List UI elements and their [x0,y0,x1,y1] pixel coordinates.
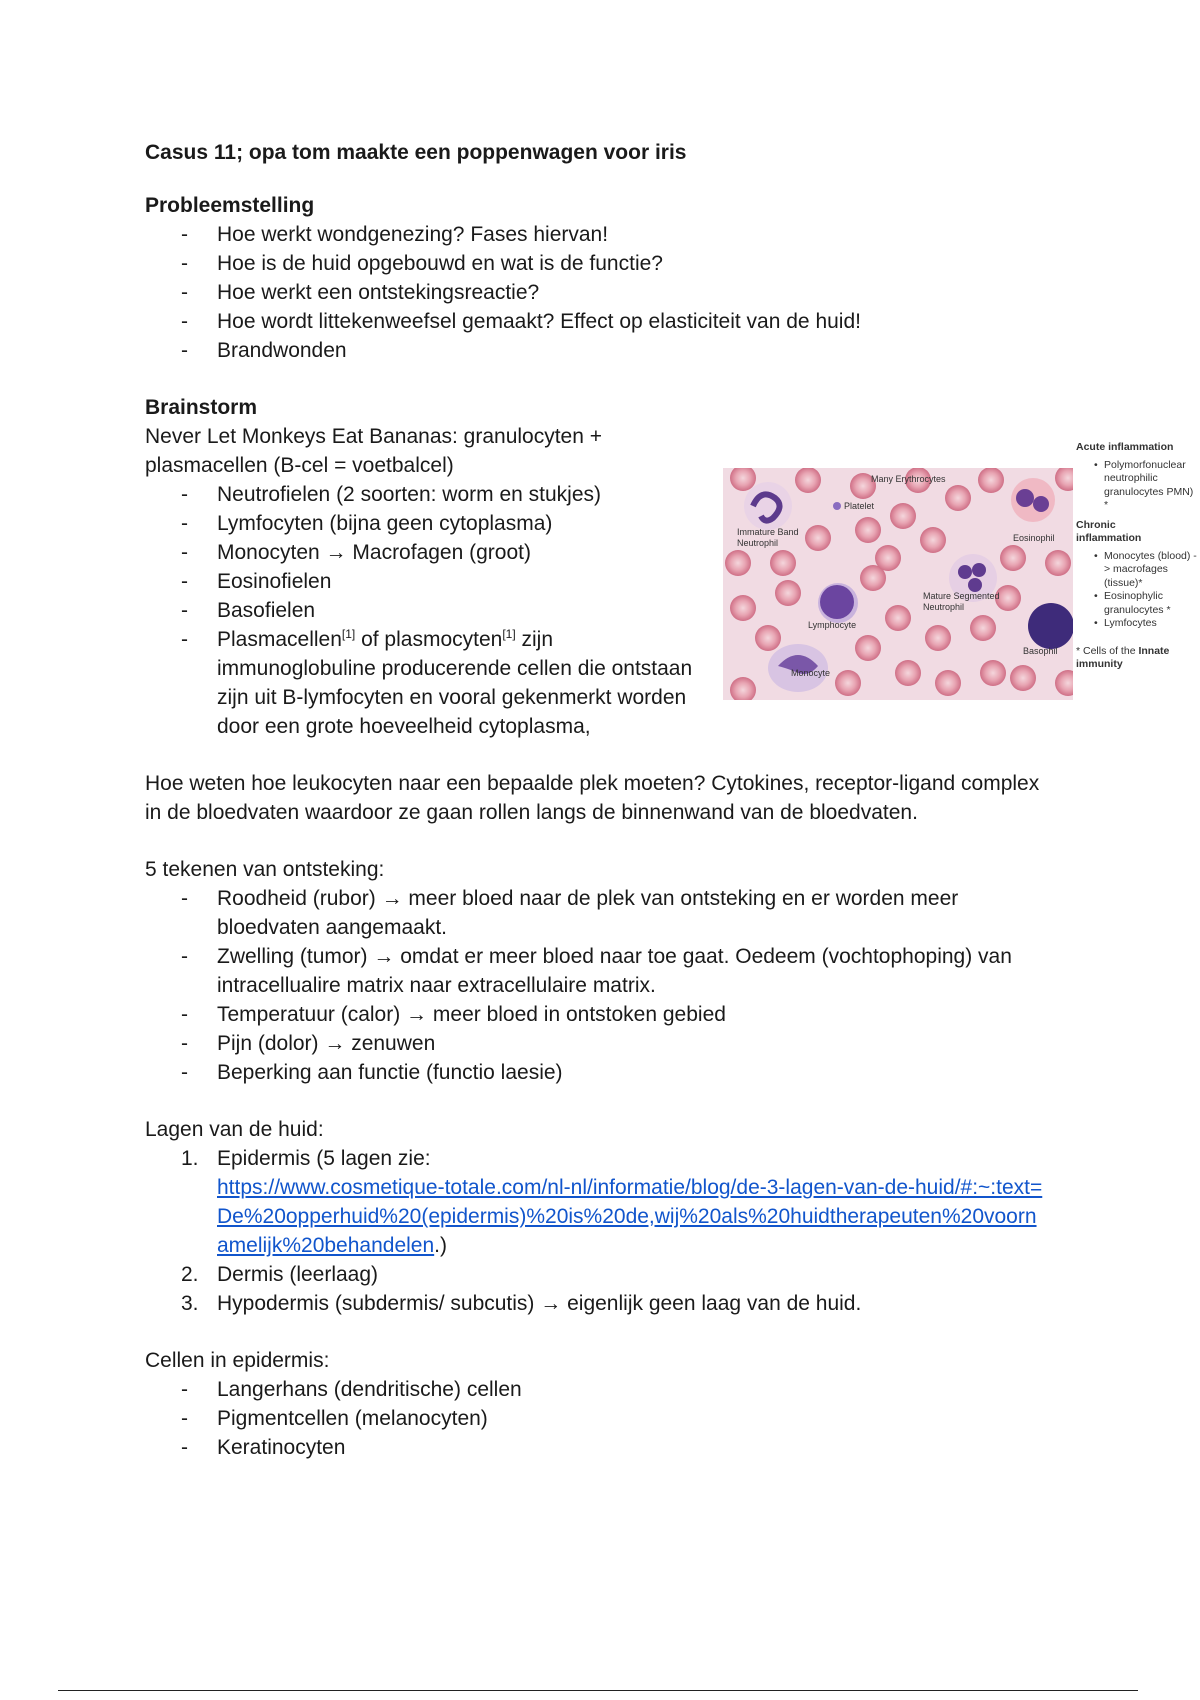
lagen-list [145,1144,1045,1318]
erythrocyte [895,660,921,686]
leukocyten-paragraph: Hoe weten hoe leukocyten naar een bepaalde plek moeten? Cytokines, receptor-ligand complex in de bloedvaten waardoor ze gaan rollen langs de binnenwand van de bloedvaten. [145,772,1040,824]
erythrocyte [978,468,1004,493]
platelet [833,502,841,510]
erythrocyte [980,660,1006,686]
list-item: - Lymfocyten (bijna geen cytoplasma) [145,509,705,538]
segment-1 [958,565,972,579]
list-item: - Pigmentcellen (melanocyten) [145,1404,1045,1433]
lymphocyte-nucleus [820,585,854,619]
label-mature-neutrophil: Neutrophil [923,602,965,612]
legend-item: • Polymorfonuclear neutrophilic granulocytes PMN) * [1104,459,1200,513]
footnote-prefix: * Cells of the [1076,644,1139,657]
erythrocyte [1045,550,1071,576]
label-mature-segmented: Mature Segmented [923,591,1000,601]
footnote-ref[interactable]: [1] [341,627,356,641]
probleemstelling-list [145,220,1045,365]
brainstorm-list [145,480,705,741]
label-immature-band: Immature Band [737,527,799,537]
erythrocyte [730,595,756,621]
label-lymphocyte: Lymphocyte [808,620,857,630]
label-basophil: Basophil [1023,646,1058,656]
chronic-heading-1: Chronic [1076,518,1116,531]
segment-2 [972,563,986,577]
blood-smear-svg [723,468,1073,700]
erythrocyte [890,503,916,529]
list-number: 1. [181,1147,199,1170]
list-item: - Hoe is de huid opgebouwd en wat is de functie? [145,249,1045,278]
list-number: 3. [181,1292,199,1315]
acute-heading: Acute inflammation [1076,441,1174,453]
list-item: - Monocyten → Macrofagen (groot) [145,538,705,567]
legend-item: • Monocytes (blood) -> macrofages (tissue)* [1104,550,1200,591]
acute-list [1076,459,1200,513]
lagen-heading: Lagen van de huid: [145,1118,324,1141]
probleemstelling-heading: Probleemstelling [145,194,315,217]
erythrocyte [725,550,751,576]
erythrocyte [1000,545,1026,571]
list-item: - Zwelling (tumor) → omdat er meer bloed naar toe gaat. Oedeem (vochtophoping) van intracellualire matrix naar extracellulaire matrix. [145,942,1045,1000]
list-item: - Hoe werkt wondgenezing? Fases hiervan! [145,220,1045,249]
list-item-plasmacellen [145,625,705,741]
epidermis-suffix: .) [434,1234,447,1257]
basophil-cell [1028,603,1073,649]
segment-3 [968,578,982,592]
blood-smear-image [723,468,1073,700]
list-item: - Hoe werkt een ontstekingsreactie? [145,278,1045,307]
list-item: - Eosinofielen [145,567,705,596]
erythrocyte [795,468,821,493]
cellen-heading: Cellen in epidermis: [145,1349,330,1372]
cosmetique-link[interactable]: https://www.cosmetique-totale.com/nl-nl/informatie/blog/de-3-lagen-van-de-huid/#:~:text=De%20opperhuid%20(epidermis)%20is%20de,wij%20als%20huidtherapeuten%20voornamelijk%20behandelen [217,1176,1043,1257]
dermis-text: Dermis (leerlaag) [217,1263,379,1286]
label-neutrophil: Neutrophil [737,538,779,548]
erythrocyte [925,625,951,651]
document-page [145,138,1045,1462]
ontsteking-list [145,884,1045,1087]
erythrocyte [920,527,946,553]
label-eosinophil: Eosinophil [1013,533,1055,543]
list-item: - Brandwonden [145,336,1045,365]
list-item [145,1289,1045,1318]
eosinophil-nucleus-2 [1033,496,1049,512]
erythrocyte [755,625,781,651]
brainstorm-heading: Brainstorm [145,396,258,419]
list-item: - Hoe wordt littekenweefsel gemaakt? Effect op elasticiteit van de huid! [145,307,1045,336]
erythrocyte [855,635,881,661]
hypodermis-text: Hypodermis (subdermis/ subcutis) → eigenlijk geen laag van de huid. [217,1292,862,1315]
erythrocyte [835,670,861,696]
list-item: - Basofielen [145,596,705,625]
erythrocyte [935,670,961,696]
erythrocyte [1010,665,1036,691]
footnote-ref[interactable]: [1] [502,627,516,641]
erythrocyte [885,605,911,631]
erythrocyte [805,525,831,551]
list-item: - Pijn (dolor) → zenuwen [145,1029,1045,1058]
label-platelet: Platelet [844,501,875,511]
footnote-bold: Innate immunity [1076,644,1170,670]
page-bottom-rule [58,1690,1138,1691]
brainstorm-intro: Never Let Monkeys Eat Bananas: granulocyten + plasmacellen (B-cel = voetbalcel) [145,425,603,477]
label-monocyte: Monocyte [791,668,831,678]
plasma-text-1: Plasmacellen [217,628,342,651]
list-number: 2. [181,1263,199,1286]
list-item: - Keratinocyten [145,1433,1045,1462]
plasma-text-3: zijn immunoglobuline producerende cellen die ontstaan zijn uit B-lymfocyten en vooral gekenmerkt worden door een grote hoeveelheid cytoplasma, [217,628,693,738]
legend-item: • Eosinophylic granulocytes * [1104,590,1200,617]
erythrocyte [770,550,796,576]
list-item: - Roodheid (rubor) → meer bloed naar de plek van ontsteking en er worden meer bloedvaten aangemaakt. [145,884,1045,942]
legend-item: • Lymfocytes [1104,617,1200,631]
list-item: - Temperatuur (calor) → meer bloed in ontstoken gebied [145,1000,1045,1029]
list-item: - Beperking aan functie (functio laesie) [145,1058,1045,1087]
legend-footnote [1076,645,1200,672]
erythrocyte [775,580,801,606]
label-many-erythrocytes: Many Erythrocytes [871,474,946,484]
eosinophil-nucleus-1 [1016,489,1034,507]
plasma-text-2: of plasmocyten [355,628,503,651]
list-item: - Langerhans (dendritische) cellen [145,1375,1045,1404]
erythrocyte [855,517,881,543]
epidermis-text: Epidermis (5 lagen zie: [217,1147,431,1170]
erythrocyte [875,545,901,571]
ontsteking-heading: 5 tekenen van ontsteking: [145,858,385,881]
erythrocyte [945,485,971,511]
page-title: Casus 11; opa tom maakte een poppenwagen voor iris [145,141,687,164]
chronic-heading-2: inflammation [1076,532,1142,544]
brainstorm-block [145,422,705,741]
list-item [145,1260,1045,1289]
inflammation-legend [1076,441,1200,672]
list-item [145,1144,1045,1260]
list-item: - Neutrofielen (2 soorten: worm en stukjes) [145,480,705,509]
cellen-list [145,1375,1045,1462]
chronic-list [1076,550,1200,631]
erythrocyte [970,615,996,641]
